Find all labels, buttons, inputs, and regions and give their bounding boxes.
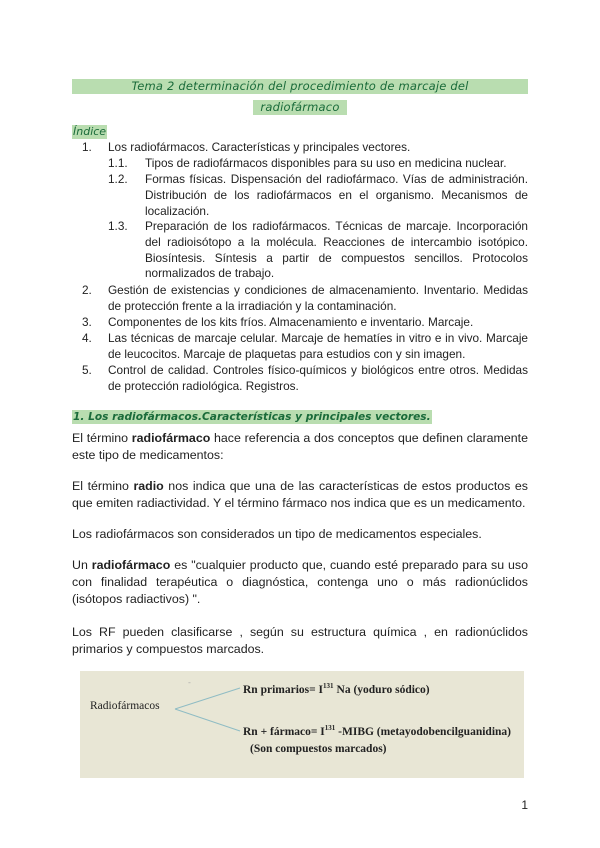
index-item: Control de calidad. Controles físico-químicos y biológicos entre otros. Medidas de protección radiológica. Registros. [108, 363, 528, 393]
connector-line-bottom [175, 709, 240, 731]
diagram-root-label: Radiofármacos [90, 700, 160, 712]
diagram-branch-compound [243, 724, 511, 738]
index-item: Los radiofármacos. Características y principales vectores. [108, 140, 411, 154]
branch-text: -MIBG (metayodobencilguanidina) [335, 725, 511, 738]
branch-text: Rn primarios= I [243, 683, 324, 696]
paragraph [72, 430, 528, 464]
paragraph: Los radiofármacos son considerados un tipo de medicamentos especiales. [72, 527, 482, 541]
index-item: Gestión de existencias y condiciones de almacenamiento. Inventario. Medidas de protección frente a la irradiación y la contaminación. [108, 283, 528, 313]
paragraph [72, 557, 528, 608]
index-item-number: 5. [82, 363, 92, 377]
page-number: 1 [521, 798, 528, 812]
paragraph-text: hace referencia a dos conceptos que definen claramente este tipo de medicamentos: [72, 431, 528, 462]
index-item-number: 1.3. [108, 219, 128, 233]
diagram-branch-primary [243, 682, 430, 696]
index-item-number: 1.2. [108, 172, 128, 186]
index-item-number: 3. [82, 315, 92, 329]
connector-line-top [175, 688, 240, 709]
index-item: Tipos de radiofármacos disponibles para su uso en medicina nuclear. [145, 156, 507, 170]
index-item-number: 1. [82, 140, 92, 154]
paragraph-bold: radiofármaco [91, 558, 171, 572]
index-item: Formas físicas. Dispensación del radiofármaco. Vías de administración. Distribución de los radiofármacos en el organismo. Mecanismos de localización. [145, 172, 528, 218]
branch-text: Rn + fármaco= I [243, 725, 325, 738]
index-item: Preparación de los radiofármacos. Técnicas de marcaje. Incorporación del radioisótopo a la molécula. Reacciones de intercambio isotópico. Biosíntesis. Síntesis a partir de compuestos sencillos. Protocolos normalizados de trabajo. [145, 219, 528, 281]
index-item: Las técnicas de marcaje celular. Marcaje de hematíes in vitro e in vivo. Marcaje de leucocitos. Marcaje de plaquetas para estudios con y sin imagen. [108, 331, 528, 361]
isotope-superscript: 131 [324, 724, 336, 732]
branch-text: Na (yoduro sódico) [336, 683, 430, 696]
section-heading: 1. Los radiofármacos.Características y principales vectores. [73, 411, 431, 423]
paragraph-text: nos indica que una de las características de estos productos es que emiten radiactividad. Y el término fármaco nos indica que es un medicamento. [72, 479, 528, 510]
classification-diagram [80, 671, 524, 778]
paragraph-text: El término [72, 431, 132, 445]
paragraph-bold: radio [133, 479, 164, 493]
paragraph: Los RF pueden clasificarse , según su estructura química , en radionúclidos primarios y compuestos marcados. [72, 625, 528, 656]
index-item-number: 1.1. [108, 156, 128, 170]
document-title: Tema 2 determinación del procedimiento de marcaje del [72, 79, 528, 94]
paragraph-text: es "cualquier producto que, cuando esté preparado para su uso con finalidad terapéutica o diagnóstica, contenga uno o más radionúclidos (isótopos radiactivos) ". [72, 558, 528, 606]
paragraph-bold: radiofármaco [131, 431, 211, 445]
document-title-line2: radiofármaco [253, 100, 347, 115]
isotope-superscript: 131 [323, 682, 334, 690]
index-item-number: 4. [82, 331, 92, 345]
paragraph-text: Un [72, 558, 92, 572]
paragraph-text: El término [72, 479, 134, 493]
index-item: Componentes de los kits fríos. Almacenamiento e inventario. Marcaje. [108, 315, 474, 329]
paragraph [72, 478, 528, 512]
index-heading: Índice [73, 125, 107, 138]
diagram-branch-note: (Son compuestos marcados) [250, 743, 387, 755]
faint-mark: - [188, 678, 191, 687]
index-item-number: 2. [82, 283, 92, 297]
